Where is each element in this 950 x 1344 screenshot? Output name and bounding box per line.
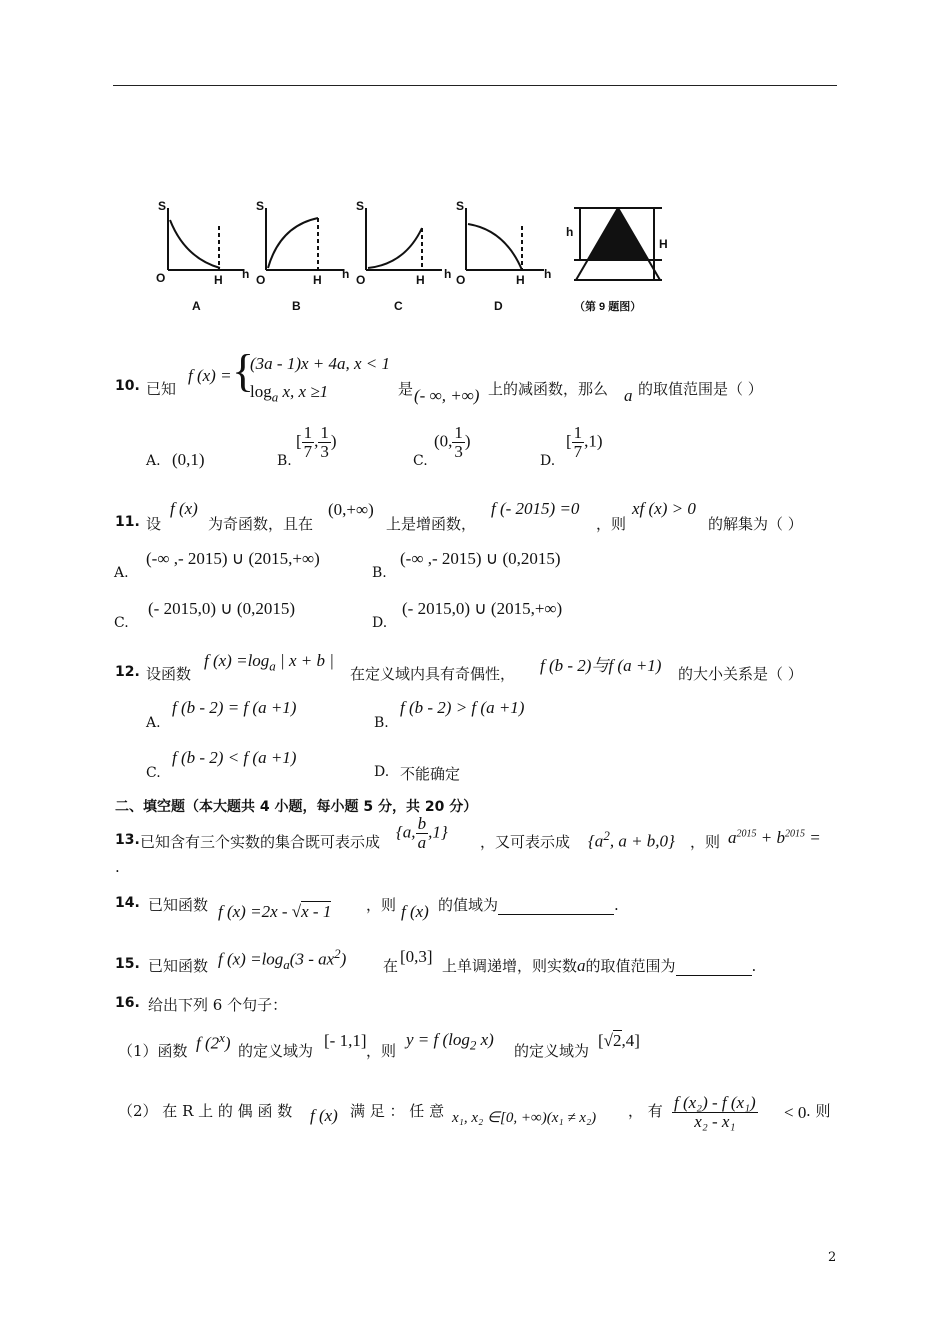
fig-label-c: C — [394, 299, 403, 313]
q16-s1-f: f (2$^x$) — [196, 1030, 231, 1053]
page-number: 2 — [828, 1250, 837, 1265]
q15-fx: f $(x) =\log_a(3 - ax^2)$ — [218, 946, 347, 973]
q16-s2-fraction: $\frac{\text{f (x₂) - f (x₁)}}{\text{x₂ - x₁}}$ — [674, 1093, 756, 1131]
section-2-heading: 二、填空题（本大题共 4 小题，每小题 5 分，共 20 分） — [115, 799, 478, 815]
fig-b-s-label: S — [256, 199, 265, 213]
fig-c-origin: O — [356, 273, 366, 287]
fig-a-origin: O — [156, 271, 166, 285]
q11-number: 11. — [115, 514, 140, 530]
fig-c-H: H — [416, 273, 425, 287]
q10-opt-d: [ $\frac{1}{7}$ ,1) — [566, 423, 603, 461]
fig-a-h: h — [242, 267, 250, 281]
q14-lead: 已知函数 — [148, 896, 209, 914]
fig-caption: （第 9 题图） — [574, 301, 642, 313]
fig-d-H: H — [516, 273, 525, 287]
q11-opt-d: (- 2015,0) ∪ (2015,+∞) — [402, 599, 563, 618]
q12-opt-b-label: B. — [374, 715, 389, 731]
q10-lead: 已知 — [146, 380, 177, 398]
q10-case1: (3a - 1)x + 4a, x < 1 — [250, 354, 391, 373]
fig-c-h: h — [444, 267, 452, 281]
q11-opt-b: (-∞ ,- 2015) ∪ (0,2015) — [400, 549, 561, 568]
fig-label-a: A — [192, 299, 201, 313]
q10-opt-c: (0, $\frac{1}{3}$ ) — [434, 423, 471, 461]
q16-s2-t2: ， 有 — [628, 1102, 663, 1120]
q12-opt-a-label: A. — [146, 715, 161, 731]
q14-number: 14. — [115, 895, 140, 911]
fig-b-h: h — [342, 267, 350, 281]
fig-a-s-label: S — [158, 199, 167, 213]
q11-opt-a: (-∞ ,- 2015) ∪ (2015,+∞) — [146, 549, 320, 568]
q16-lead: 给出下列 6 个句子： — [148, 996, 288, 1014]
q10-mid: 是 — [398, 380, 414, 398]
q16-s1-t3: 的定义域为 — [514, 1042, 590, 1060]
q15-t1: 在 — [383, 957, 399, 975]
q10-var-a: a — [624, 386, 633, 405]
q16-s1-t1: 的定义域为 — [238, 1042, 314, 1060]
question-9-figures — [150, 198, 680, 318]
fig-d-s-label: S — [456, 199, 465, 213]
q13-set2: {$a^2$, a + b,0} — [588, 828, 675, 851]
q12-fx: f $(x) =\log_a$ | x + b | — [204, 651, 334, 674]
q11-opt-d-label: D. — [372, 615, 388, 631]
q11-t2: 上是增函数， — [386, 515, 477, 533]
q13-dot: . — [115, 858, 120, 876]
fig-label-d: D — [494, 299, 503, 313]
q15-t2: 上单调递增，则实数a的取值范围为 . — [442, 956, 757, 975]
q13-number: 13. — [115, 832, 140, 848]
q10-brace: { — [232, 345, 255, 396]
q11-cond: f (- 2015) =0 — [491, 499, 580, 518]
q15-lead: 已知函数 — [148, 957, 209, 975]
q14-fx: f (x) =2x - √x - 1 — [218, 902, 332, 921]
q16-s2-cond: x₁, x₂ ∈[0, +∞)(x₁ ≠ x₂) — [452, 1110, 597, 1126]
q11-t4: 的解集为（ ） — [708, 515, 803, 533]
q11-interval: (0,+∞) — [328, 500, 374, 519]
q14-answer-blank[interactable] — [498, 898, 614, 915]
q10-fx: f (x) = — [188, 366, 232, 385]
q14-t1: ，则 — [366, 896, 397, 914]
q13-t3: ，则 — [690, 833, 721, 851]
q11-opt-b-label: B. — [372, 565, 387, 581]
fig-d-h: h — [544, 267, 552, 281]
q13-t1: 已知含有三个实数的集合既可表示成 — [140, 833, 381, 851]
q11-ineq: xf (x) > 0 — [632, 499, 696, 518]
q10-tail1: 上的减函数，那么 — [488, 380, 609, 398]
fig-a-H: H — [214, 273, 223, 287]
q15-answer-blank[interactable] — [676, 959, 752, 976]
q16-s1-t2: ，则 — [366, 1042, 397, 1060]
q13-set1: {a, $\frac{b}{a}$ ,1} — [396, 814, 448, 852]
fig-c-s-label: S — [356, 199, 365, 213]
q12-number: 12. — [115, 664, 140, 680]
q10-opt-c-label: C. — [413, 453, 428, 469]
q12-opt-c: f (b - 2) < f (a +1) — [172, 748, 297, 767]
q16-number: 16. — [115, 995, 140, 1011]
q12-opt-d-label: D. — [374, 764, 390, 780]
q11-opt-c-label: C. — [114, 615, 129, 631]
q11-fx: f (x) — [170, 499, 198, 518]
q16-s1-label: （1）函数 — [118, 1042, 188, 1060]
q15-interval: [0,3] — [400, 947, 433, 966]
q12-t1: 在定义域内具有奇偶性， — [350, 665, 516, 683]
fig-tri-h: h — [566, 225, 574, 239]
q12-lead: 设函数 — [146, 665, 192, 683]
q10-opt-b: [ $\frac{1}{7}$ , $\frac{1}{3}$ ) — [296, 423, 337, 461]
q11-opt-a-label: A. — [114, 565, 129, 581]
q10-case2: $\log_a x$, x ≥1 — [250, 382, 329, 405]
q10-opt-a: (0,1) — [172, 450, 205, 469]
q10-tail2: 的取值范围是（ ） — [638, 380, 763, 398]
q16-s1-result: [√2,4] — [598, 1031, 640, 1050]
q10-opt-a-label: A. — [146, 453, 161, 469]
q12-opt-a: f (b - 2) = f (a +1) — [172, 698, 297, 717]
q16-s2-t1: 满 足 ： 任 意 — [350, 1102, 445, 1120]
q11-t1: 为奇函数，且在 — [208, 515, 314, 533]
fig-b-H: H — [313, 273, 322, 287]
fig-tri-H: H — [659, 237, 668, 251]
q10-number: 10. — [115, 378, 140, 394]
q12-opt-d: 不能确定 — [400, 765, 461, 783]
header-rule — [113, 85, 837, 86]
fig-d-origin: O — [456, 273, 466, 287]
q16-s2-f: f (x) — [310, 1106, 338, 1125]
fig-b-origin: O — [256, 273, 266, 287]
q16-s2-label: （2） 在 R 上 的 偶 函 数 — [118, 1102, 293, 1120]
q11-opt-c: (- 2015,0) ∪ (0,2015) — [148, 599, 295, 618]
q16-s1-y: y = f ($\log_2$ x) — [406, 1030, 494, 1053]
q16-s2-t4: . 则 — [806, 1102, 831, 1120]
q12-opt-b: f (b - 2) > f (a +1) — [400, 698, 525, 717]
q12-opt-c-label: C. — [146, 765, 161, 781]
q11-t3: ，则 — [596, 515, 627, 533]
q11-lead: 设 — [146, 515, 162, 533]
q14-fx2: f (x) — [401, 902, 429, 921]
q16-s1-dom: [- 1,1] — [324, 1031, 367, 1050]
q15-number: 15. — [115, 956, 140, 972]
fig-label-b: B — [292, 299, 301, 313]
q12-cmp: f (b - 2)与f (a +1) — [540, 656, 662, 675]
q12-t2: 的大小关系是（ ） — [678, 665, 803, 683]
q10-opt-b-label: B. — [277, 453, 292, 469]
q14-t2: 的值域为 . — [438, 896, 619, 914]
q16-s2-ineq: < 0 — [784, 1103, 807, 1122]
q13-t2: ，又可表示成 — [480, 833, 571, 851]
q10-opt-d-label: D. — [540, 453, 556, 469]
q10-interval: (- ∞, +∞) — [414, 386, 480, 405]
q13-expr: $a^{2015} + b^{2015}$ = — [728, 828, 821, 847]
